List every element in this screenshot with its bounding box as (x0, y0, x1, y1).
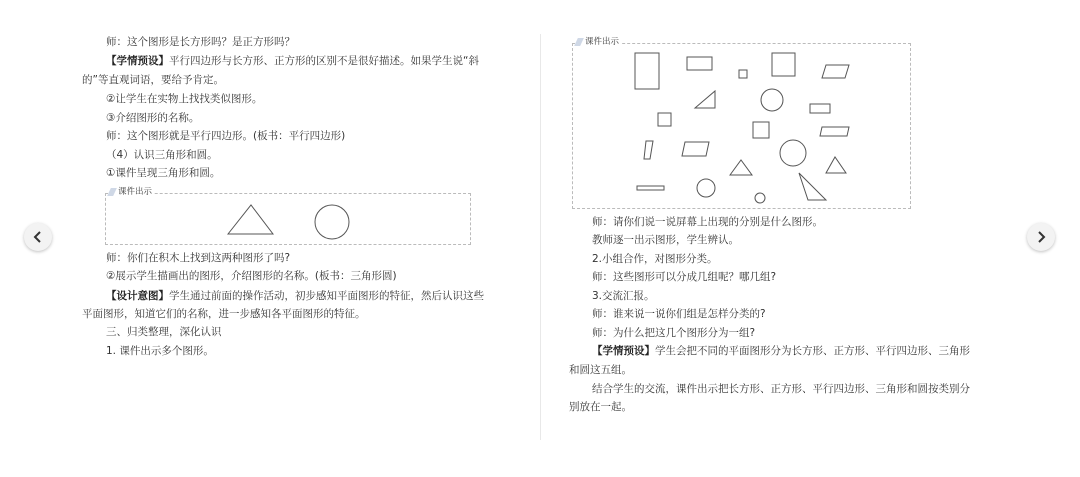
text-line: ②让学生在实物上找找类似图形。 (106, 93, 263, 105)
text-span: 学生会把不同的平面图形分为长方形、正方形、平行四边形、三角形 (655, 345, 970, 357)
shapes-figure (573, 44, 910, 208)
triangle-shape (228, 205, 273, 234)
triangle-shape (695, 91, 715, 108)
chevron-left-icon (31, 230, 45, 244)
next-page-button[interactable] (1027, 223, 1055, 251)
box-tag: 课件出示 (108, 186, 154, 198)
rectangle-shape (810, 104, 830, 113)
box-tag: 课件出示 (575, 36, 621, 48)
parallelogram-shape (682, 142, 709, 156)
parallelogram-shape (644, 141, 653, 159)
text-line: 教师逐一出示图形，学生辨认。 (592, 234, 739, 246)
square-shape (753, 122, 769, 138)
text-line: （4）认识三角形和圆。 (106, 149, 218, 161)
circle-shape (755, 193, 765, 203)
square-shape (772, 53, 795, 76)
circle-shape (780, 140, 806, 166)
text-line: 的”等直观词语，要给予肯定。 (82, 74, 224, 86)
text-line: 平面图形，知道它们的名称，进一步感知各平面图形的特征。 (82, 308, 366, 320)
prev-page-button[interactable] (24, 223, 52, 251)
circle-shape (315, 205, 349, 239)
text-line: ③介绍图形的名称。 (106, 112, 200, 124)
courseware-box (105, 187, 471, 245)
triangle-shape (730, 160, 752, 175)
rectangle-shape (687, 57, 712, 70)
circle-shape (697, 179, 715, 197)
text-line: 1. 课件出示多个图形。 (106, 345, 214, 357)
text-line: 师：请你们说一说屏幕上出现的分别是什么图形。 (592, 216, 823, 228)
rectangle-shape (635, 53, 659, 89)
rectangle-shape (637, 186, 664, 190)
label-bold: 【学情预设】 (106, 55, 169, 67)
text-line: 师：为什么把这几个图形分为一组? (592, 327, 756, 339)
text-line: 2.小组合作，对图形分类。 (592, 253, 718, 265)
text-line: 师：这些图形可以分成几组呢？哪几组? (592, 271, 777, 283)
square-shape (658, 113, 671, 126)
text-line: 3.交流汇报。 (592, 290, 655, 302)
courseware-box (572, 37, 911, 209)
text-line: ①课件呈现三角形和圆。 (106, 167, 221, 179)
text-line: 师：谁来说一说你们组是怎样分类的? (592, 308, 766, 320)
page-divider (540, 34, 541, 440)
text-line: 别放在一起。 (569, 401, 632, 413)
parallelogram-shape (822, 65, 849, 78)
text-line: 师：这个图形就是平行四边形。(板书：平行四边形) (106, 130, 346, 142)
text-line: ②展示学生描画出的图形，介绍图形的名称。(板书：三角形圆) (106, 270, 397, 282)
text-line: 和圆这五组。 (569, 364, 632, 376)
triangle-shape (799, 173, 826, 200)
text-span: 学生通过前面的操作活动，初步感知平面图形的特征，然后认识这些 (169, 290, 484, 302)
text-line: 三、归类整理，深化认识 (106, 326, 222, 338)
text-line (592, 344, 970, 358)
text-line (106, 54, 479, 68)
text-line (106, 289, 484, 303)
text-line: 结合学生的交流，课件出示把长方形、正方形、平行四边形、三角形和圆按类别分 (592, 383, 970, 395)
text-span: 平行四边形与长方形、正方形的区别不是很好描述。如果学生说“斜 (169, 55, 479, 67)
text-line: 师：这个图形是长方形吗？是正方形吗？ (106, 36, 295, 48)
label-bold: 【学情预设】 (592, 345, 655, 357)
circle-shape (761, 89, 783, 111)
label-bold: 【设计意图】 (106, 290, 169, 302)
square-shape (739, 70, 747, 78)
chevron-right-icon (1034, 230, 1048, 244)
parallelogram-shape (820, 127, 849, 136)
shapes-figure (106, 194, 470, 244)
triangle-shape (826, 157, 846, 173)
text-line: 师：你们在积木上找到这两种图形了吗? (106, 252, 291, 264)
